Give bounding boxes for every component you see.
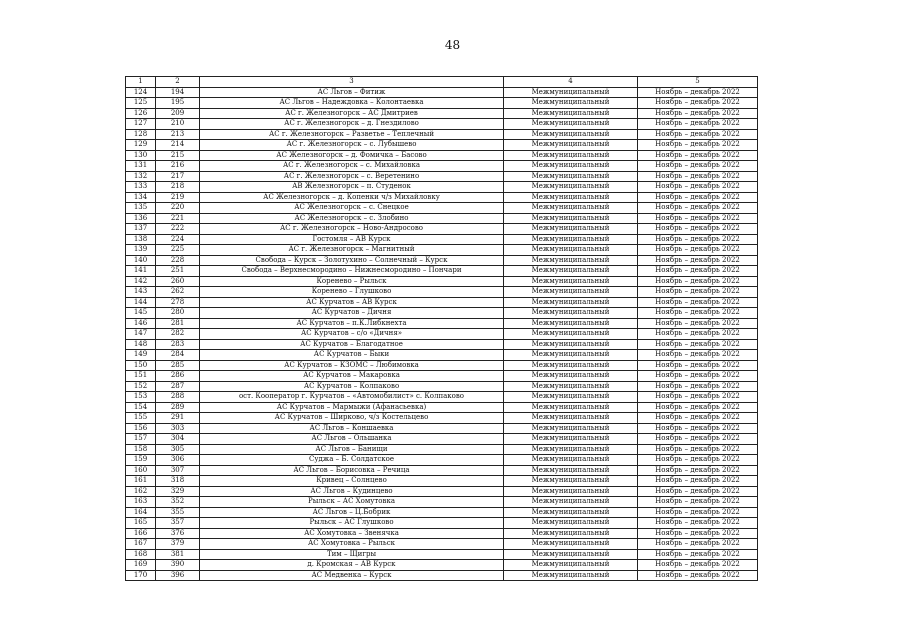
period-cell: Ноябрь – декабрь 2022 [638,161,758,172]
route-name-cell: АС Курчатов – Дичня [200,308,504,319]
row-number-cell: 148 [126,339,156,350]
row-number-cell: 128 [126,129,156,140]
table-row [126,413,758,424]
route-name-cell: АС Льгов – Коншаевка [200,423,504,434]
period-cell: Ноябрь – декабрь 2022 [638,528,758,539]
header-cell-2: 2 [156,77,200,88]
route-type-cell: Межмуниципальный [504,329,638,340]
table-row [126,171,758,182]
route-name-cell: Кривец – Солнцево [200,476,504,487]
route-name-cell: АС Железногорск – д. Копенки ч/з Михайловку [200,192,504,203]
route-number-cell: 219 [156,192,200,203]
route-name-cell: Рыльск – АС Глушково [200,518,504,529]
route-name-cell: АС Курчатов – Колпаково [200,381,504,392]
period-cell: Ноябрь – декабрь 2022 [638,381,758,392]
row-number-cell: 124 [126,87,156,98]
table-header-row [126,77,758,88]
route-type-cell: Межмуниципальный [504,570,638,581]
period-cell: Ноябрь – декабрь 2022 [638,329,758,340]
route-name-cell: АС Курчатов – с/о «Дичня» [200,329,504,340]
table-row [126,119,758,130]
route-type-cell: Межмуниципальный [504,98,638,109]
table-row [126,465,758,476]
route-name-cell: АС г. Железногорск – с. Лубышево [200,140,504,151]
route-type-cell: Межмуниципальный [504,150,638,161]
period-cell: Ноябрь – декабрь 2022 [638,350,758,361]
row-number-cell: 156 [126,423,156,434]
period-cell: Ноябрь – декабрь 2022 [638,255,758,266]
route-name-cell: АС Льгов – Кудинцево [200,486,504,497]
row-number-cell: 143 [126,287,156,298]
row-number-cell: 136 [126,213,156,224]
row-number-cell: 151 [126,371,156,382]
route-number-cell: 291 [156,413,200,424]
route-name-cell: АС Курчатов – АВ Курск [200,297,504,308]
row-number-cell: 149 [126,350,156,361]
table-row [126,297,758,308]
period-cell: Ноябрь – декабрь 2022 [638,108,758,119]
header-cell-5: 5 [638,77,758,88]
route-type-cell: Межмуниципальный [504,434,638,445]
table-row [126,570,758,581]
route-name-cell: АС г. Железногорск – Магнитный [200,245,504,256]
route-type-cell: Межмуниципальный [504,287,638,298]
period-cell: Ноябрь – декабрь 2022 [638,360,758,371]
route-type-cell: Межмуниципальный [504,476,638,487]
route-number-cell: 396 [156,570,200,581]
period-cell: Ноябрь – декабрь 2022 [638,339,758,350]
table-row [126,371,758,382]
route-name-cell: Рыльск – АС Хомутовка [200,497,504,508]
route-name-cell: Коренево – Рыльск [200,276,504,287]
period-cell: Ноябрь – декабрь 2022 [638,392,758,403]
route-name-cell: АС Курчатов – КЗОМС – Любимовка [200,360,504,371]
route-number-cell: 214 [156,140,200,151]
table-row [126,392,758,403]
period-cell: Ноябрь – декабрь 2022 [638,465,758,476]
route-type-cell: Межмуниципальный [504,381,638,392]
route-type-cell: Межмуниципальный [504,213,638,224]
table-row [126,129,758,140]
route-number-cell: 285 [156,360,200,371]
route-name-cell: АС Железногорск – с. Злобино [200,213,504,224]
period-cell: Ноябрь – декабрь 2022 [638,98,758,109]
period-cell: Ноябрь – декабрь 2022 [638,497,758,508]
route-name-cell: АС Хомутовка – Звенячка [200,528,504,539]
route-name-cell: АС Льгов – Надеждовка – Колонтаевка [200,98,504,109]
table-row [126,518,758,529]
period-cell: Ноябрь – декабрь 2022 [638,266,758,277]
route-number-cell: 379 [156,539,200,550]
period-cell: Ноябрь – декабрь 2022 [638,119,758,130]
row-number-cell: 150 [126,360,156,371]
route-type-cell: Межмуниципальный [504,171,638,182]
route-type-cell: Межмуниципальный [504,392,638,403]
table-row [126,98,758,109]
route-name-cell: АС Курчатов – Ширково, ч/з Костельцево [200,413,504,424]
route-name-cell: АС Курчатов – п.К.Либкнехта [200,318,504,329]
header-cell-3: 3 [200,77,504,88]
route-name-cell: АВ Железногорск – п. Студенок [200,182,504,193]
period-cell: Ноябрь – декабрь 2022 [638,507,758,518]
table-row [126,329,758,340]
route-name-cell: АС г. Железногорск – АС Дмитриев [200,108,504,119]
route-number-cell: 280 [156,308,200,319]
row-number-cell: 125 [126,98,156,109]
row-number-cell: 161 [126,476,156,487]
table-row [126,339,758,350]
route-type-cell: Межмуниципальный [504,518,638,529]
routes-table [125,76,758,581]
route-name-cell: Тим – Щигры [200,549,504,560]
period-cell: Ноябрь – декабрь 2022 [638,476,758,487]
route-number-cell: 222 [156,224,200,235]
period-cell: Ноябрь – декабрь 2022 [638,192,758,203]
route-name-cell: АС Льгов – Банищи [200,444,504,455]
route-name-cell: АС Медвенка – Курск [200,570,504,581]
row-number-cell: 141 [126,266,156,277]
route-name-cell: АС Железногорск – д. Фомичка – Басово [200,150,504,161]
row-number-cell: 152 [126,381,156,392]
route-type-cell: Межмуниципальный [504,465,638,476]
table-row [126,549,758,560]
route-type-cell: Межмуниципальный [504,192,638,203]
route-number-cell: 213 [156,129,200,140]
route-number-cell: 215 [156,150,200,161]
route-name-cell: АС Льгов – Борисовка – Речица [200,465,504,476]
route-type-cell: Межмуниципальный [504,455,638,466]
route-name-cell: д. Кромская – АВ Курск [200,560,504,571]
route-type-cell: Межмуниципальный [504,413,638,424]
period-cell: Ноябрь – декабрь 2022 [638,444,758,455]
row-number-cell: 153 [126,392,156,403]
route-type-cell: Межмуниципальный [504,203,638,214]
route-number-cell: 281 [156,318,200,329]
table-row [126,213,758,224]
table-row [126,423,758,434]
table-row [126,87,758,98]
route-number-cell: 287 [156,381,200,392]
route-number-cell: 220 [156,203,200,214]
route-name-cell: АС Курчатов – Быки [200,350,504,361]
table-row [126,203,758,214]
route-name-cell: Гостомля – АВ Курск [200,234,504,245]
route-type-cell: Межмуниципальный [504,108,638,119]
table-row [126,255,758,266]
route-name-cell: АС Льгов – Фитиж [200,87,504,98]
route-number-cell: 376 [156,528,200,539]
route-number-cell: 303 [156,423,200,434]
row-number-cell: 127 [126,119,156,130]
route-type-cell: Межмуниципальный [504,276,638,287]
route-name-cell: Свобода – Курск – Золотухино – Солнечный – Курск [200,255,504,266]
route-number-cell: 284 [156,350,200,361]
table-row [126,150,758,161]
header-cell-4: 4 [504,77,638,88]
route-number-cell: 260 [156,276,200,287]
route-type-cell: Межмуниципальный [504,318,638,329]
period-cell: Ноябрь – декабрь 2022 [638,371,758,382]
route-number-cell: 221 [156,213,200,224]
route-number-cell: 209 [156,108,200,119]
table-row [126,381,758,392]
period-cell: Ноябрь – декабрь 2022 [638,539,758,550]
period-cell: Ноябрь – декабрь 2022 [638,434,758,445]
row-number-cell: 132 [126,171,156,182]
route-name-cell: АС Курчатов – Макаровка [200,371,504,382]
row-number-cell: 169 [126,560,156,571]
route-type-cell: Межмуниципальный [504,402,638,413]
table-row [126,455,758,466]
row-number-cell: 154 [126,402,156,413]
table-row [126,434,758,445]
route-type-cell: Межмуниципальный [504,486,638,497]
row-number-cell: 139 [126,245,156,256]
route-type-cell: Межмуниципальный [504,560,638,571]
route-name-cell: АС Железногорск – с. Снецкое [200,203,504,214]
route-name-cell: АС Хомутовка – Рыльск [200,539,504,550]
route-type-cell: Межмуниципальный [504,297,638,308]
row-number-cell: 146 [126,318,156,329]
row-number-cell: 145 [126,308,156,319]
table-row [126,560,758,571]
route-number-cell: 288 [156,392,200,403]
route-number-cell: 224 [156,234,200,245]
route-number-cell: 283 [156,339,200,350]
row-number-cell: 142 [126,276,156,287]
period-cell: Ноябрь – декабрь 2022 [638,287,758,298]
row-number-cell: 144 [126,297,156,308]
period-cell: Ноябрь – декабрь 2022 [638,297,758,308]
period-cell: Ноябрь – декабрь 2022 [638,318,758,329]
row-number-cell: 166 [126,528,156,539]
route-name-cell: АС Курчатов – Мармыжи (Афанасьевка) [200,402,504,413]
route-number-cell: 381 [156,549,200,560]
row-number-cell: 170 [126,570,156,581]
table-row [126,507,758,518]
route-type-cell: Межмуниципальный [504,129,638,140]
table-row [126,266,758,277]
period-cell: Ноябрь – декабрь 2022 [638,87,758,98]
period-cell: Ноябрь – декабрь 2022 [638,486,758,497]
row-number-cell: 155 [126,413,156,424]
route-name-cell: АС г. Железногорск – с. Веретенино [200,171,504,182]
row-number-cell: 137 [126,224,156,235]
period-cell: Ноябрь – декабрь 2022 [638,203,758,214]
row-number-cell: 147 [126,329,156,340]
period-cell: Ноябрь – декабрь 2022 [638,182,758,193]
table-row [126,182,758,193]
period-cell: Ноябрь – декабрь 2022 [638,570,758,581]
table-row [126,192,758,203]
table-row [126,528,758,539]
route-type-cell: Межмуниципальный [504,549,638,560]
row-number-cell: 135 [126,203,156,214]
table-row [126,108,758,119]
period-cell: Ноябрь – декабрь 2022 [638,129,758,140]
period-cell: Ноябрь – декабрь 2022 [638,245,758,256]
row-number-cell: 138 [126,234,156,245]
route-number-cell: 355 [156,507,200,518]
route-number-cell: 305 [156,444,200,455]
route-type-cell: Межмуниципальный [504,371,638,382]
table-row [126,161,758,172]
route-number-cell: 282 [156,329,200,340]
route-type-cell: Межмуниципальный [504,497,638,508]
row-number-cell: 157 [126,434,156,445]
row-number-cell: 158 [126,444,156,455]
period-cell: Ноябрь – декабрь 2022 [638,308,758,319]
route-type-cell: Межмуниципальный [504,423,638,434]
route-number-cell: 228 [156,255,200,266]
route-name-cell: АС г. Железногорск – д. Гнездилово [200,119,504,130]
route-type-cell: Межмуниципальный [504,528,638,539]
route-number-cell: 307 [156,465,200,476]
table-row [126,444,758,455]
route-name-cell: АС г. Железногорск – с. Михайловка [200,161,504,172]
period-cell: Ноябрь – декабрь 2022 [638,423,758,434]
route-type-cell: Межмуниципальный [504,308,638,319]
route-number-cell: 225 [156,245,200,256]
period-cell: Ноябрь – декабрь 2022 [638,455,758,466]
table-row [126,245,758,256]
route-number-cell: 194 [156,87,200,98]
route-type-cell: Межмуниципальный [504,182,638,193]
route-type-cell: Межмуниципальный [504,140,638,151]
route-name-cell: АС Льгов – Ц.Бобрик [200,507,504,518]
row-number-cell: 131 [126,161,156,172]
row-number-cell: 162 [126,486,156,497]
route-type-cell: Межмуниципальный [504,360,638,371]
period-cell: Ноябрь – декабрь 2022 [638,402,758,413]
row-number-cell: 163 [126,497,156,508]
route-number-cell: 329 [156,486,200,497]
route-number-cell: 195 [156,98,200,109]
route-name-cell: АС г. Железногорск – Ново-Андросово [200,224,504,235]
route-number-cell: 251 [156,266,200,277]
period-cell: Ноябрь – декабрь 2022 [638,276,758,287]
route-number-cell: 390 [156,560,200,571]
table-row [126,497,758,508]
route-type-cell: Межмуниципальный [504,119,638,130]
row-number-cell: 126 [126,108,156,119]
route-number-cell: 306 [156,455,200,466]
route-number-cell: 278 [156,297,200,308]
period-cell: Ноябрь – декабрь 2022 [638,213,758,224]
route-name-cell: ост. Кооператор г. Курчатов – «Автомобилист» с. Колпаково [200,392,504,403]
route-name-cell: Коренево – Глушково [200,287,504,298]
table-row [126,318,758,329]
route-type-cell: Межмуниципальный [504,255,638,266]
table-row [126,234,758,245]
route-name-cell: АС Курчатов – Благодатное [200,339,504,350]
route-type-cell: Межмуниципальный [504,245,638,256]
route-type-cell: Межмуниципальный [504,234,638,245]
period-cell: Ноябрь – декабрь 2022 [638,549,758,560]
period-cell: Ноябрь – декабрь 2022 [638,234,758,245]
route-type-cell: Межмуниципальный [504,539,638,550]
route-number-cell: 217 [156,171,200,182]
row-number-cell: 160 [126,465,156,476]
route-number-cell: 218 [156,182,200,193]
table-row [126,224,758,235]
table-row [126,402,758,413]
period-cell: Ноябрь – декабрь 2022 [638,518,758,529]
table-row [126,276,758,287]
row-number-cell: 140 [126,255,156,266]
route-type-cell: Межмуниципальный [504,224,638,235]
route-number-cell: 318 [156,476,200,487]
row-number-cell: 129 [126,140,156,151]
table-row [126,476,758,487]
route-name-cell: Суджа – Б. Солдатское [200,455,504,466]
table-row [126,140,758,151]
route-type-cell: Межмуниципальный [504,350,638,361]
period-cell: Ноябрь – декабрь 2022 [638,171,758,182]
table-row [126,350,758,361]
table-body [126,87,758,581]
row-number-cell: 130 [126,150,156,161]
page-number: 48 [444,38,461,52]
route-name-cell: АС Льгов – Ольшанка [200,434,504,445]
row-number-cell: 133 [126,182,156,193]
table-row [126,308,758,319]
route-number-cell: 286 [156,371,200,382]
route-number-cell: 216 [156,161,200,172]
route-type-cell: Межмуниципальный [504,87,638,98]
route-name-cell: АС г. Железногорск – Разветье – Теплечный [200,129,504,140]
table-row [126,539,758,550]
route-name-cell: Свобода – Верхнесмородино – Нижнесмородино – Пончари [200,266,504,277]
route-number-cell: 304 [156,434,200,445]
table-row [126,360,758,371]
route-number-cell: 210 [156,119,200,130]
route-type-cell: Межмуниципальный [504,444,638,455]
route-type-cell: Межмуниципальный [504,161,638,172]
route-number-cell: 357 [156,518,200,529]
route-number-cell: 289 [156,402,200,413]
period-cell: Ноябрь – декабрь 2022 [638,560,758,571]
row-number-cell: 165 [126,518,156,529]
period-cell: Ноябрь – декабрь 2022 [638,150,758,161]
table-row [126,287,758,298]
period-cell: Ноябрь – декабрь 2022 [638,140,758,151]
period-cell: Ноябрь – декабрь 2022 [638,413,758,424]
route-type-cell: Межмуниципальный [504,339,638,350]
row-number-cell: 164 [126,507,156,518]
route-number-cell: 262 [156,287,200,298]
route-type-cell: Межмуниципальный [504,266,638,277]
period-cell: Ноябрь – декабрь 2022 [638,224,758,235]
row-number-cell: 159 [126,455,156,466]
table-row [126,486,758,497]
route-type-cell: Межмуниципальный [504,507,638,518]
route-number-cell: 352 [156,497,200,508]
row-number-cell: 168 [126,549,156,560]
row-number-cell: 134 [126,192,156,203]
header-cell-1: 1 [126,77,156,88]
row-number-cell: 167 [126,539,156,550]
